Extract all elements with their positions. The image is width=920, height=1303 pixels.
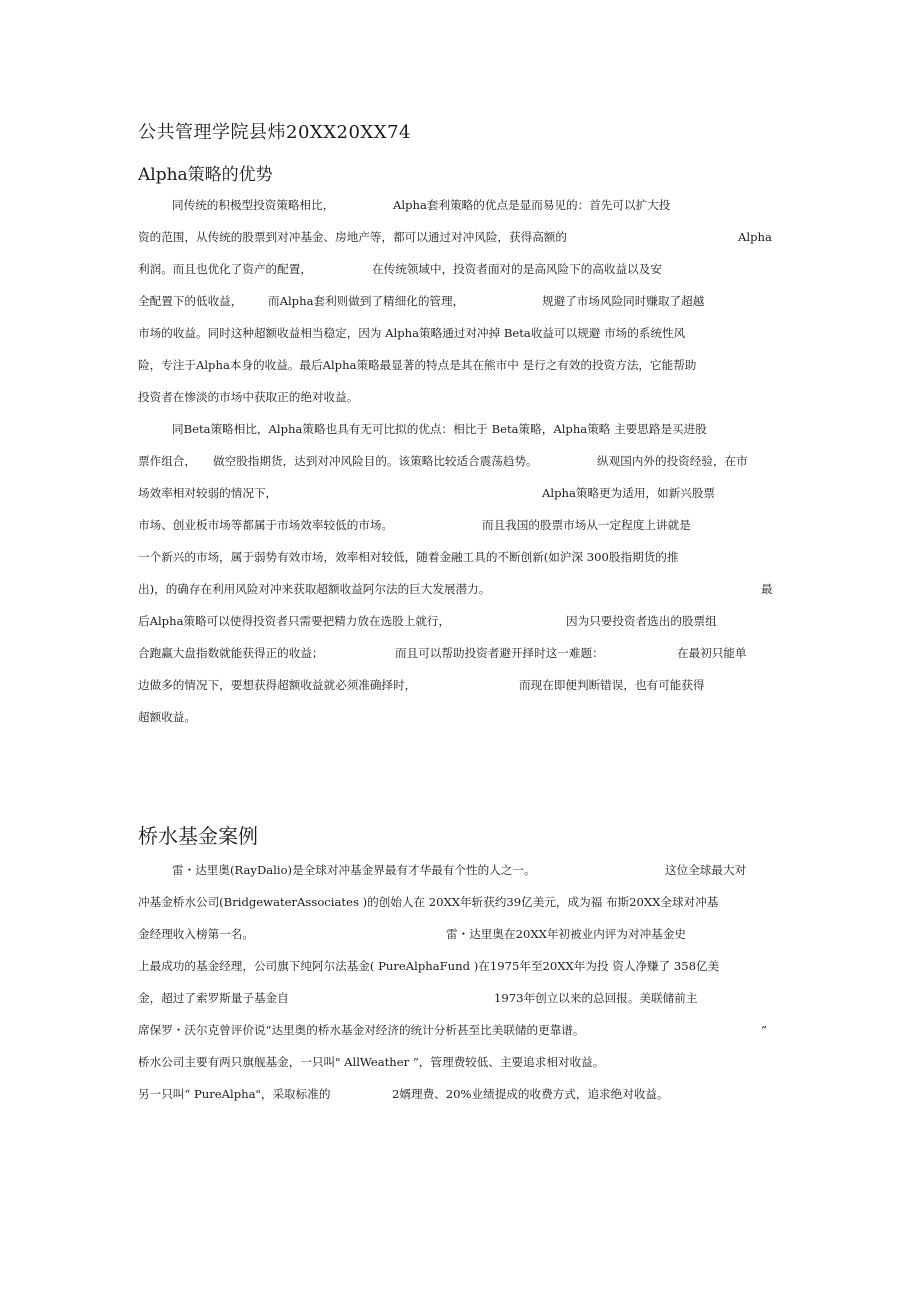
alpha-paragraph-line-segment: Alpha [738,230,772,244]
document-title: 公共管理学院县炜20XX20XX74 [138,122,411,143]
bridgewater-paragraph-line-segment: 2婿理费、20%业绩提成的收费方式，追求绝对收益。 [392,1087,669,1101]
bridgewater-paragraph-line-segment: 金，超过了索罗斯量子基金自 [138,991,289,1005]
bridgewater-paragraph-line-segment: 金经理收入榜第一名。 [138,927,254,941]
bridgewater-paragraph-line: 上最成功的基金经理，公司旗下纯阿尔法基金( PureAlphaFund )在1975年至20XX年为投 资人净赚了 358亿美 [138,959,720,973]
alpha-paragraph-line: 超额收益。 [138,710,196,724]
alpha-paragraph-line-segment: 在传统领域中，投资者面对的是高风险下的高收益以及安 [372,262,662,276]
alpha-paragraph-line-segment: 资的范围，从传统的股票到对冲基金、房地产等，都可以通过对冲风险，获得高额的 [138,230,567,244]
alpha-paragraph-line-segment: 场效率相对较弱的情况下， [138,486,278,500]
alpha-paragraph-line: 市场的收益。同时这种超额收益相当稳定，因为 Alpha策略通过对冲掉 Beta收益可以规避 市场的系统性风 [138,326,686,340]
bridgewater-paragraph-line-segment: 1973年创立以来的总回报。美联储前主 [494,991,698,1005]
alpha-paragraph-line-segment: 在最初只能单 [677,646,747,660]
alpha-paragraph-line-segment: 出)，的确存在利用风险对冲来获取超额收益阿尔法的巨大发展潜力。 [138,582,491,596]
alpha-paragraph-line-segment: 市场、创业板市场等都属于市场效率较低的市场。 [138,518,394,532]
alpha-paragraph-line-segment: 票作组合， [138,454,196,468]
alpha-paragraph-line-segment: 后Alpha策略可以使得投资者只需要把精力放在选股上就行， [138,614,451,628]
alpha-paragraph-line-segment: 而且我国的股票市场从一定程度上讲就是 [482,518,691,532]
alpha-paragraph-line-segment: Alpha套利策略的优点是显而易见的：首先可以扩大投 [393,198,671,212]
alpha-paragraph-line-segment: 全配置下的低收益， [138,294,243,308]
alpha-paragraph-line-segment: 最 [761,582,773,596]
alpha-paragraph-line-segment: 而Alpha套利则做到了精细化的管理， [268,294,465,308]
alpha-paragraph-line-segment: 同传统的积极型投资策略相比， [172,198,335,212]
section-heading-bridgewater: 桥水基金案例 [138,824,258,848]
alpha-paragraph-line: 一个新兴的市场，属于弱势有效市场，效率相对较低，随着金融工具的不断创新(如沪深 300股指期货的推 [138,550,679,564]
alpha-paragraph-line: 同Beta策略相比，Alpha策略也具有无可比拟的优点：相比于 Beta策略，Alpha策略 主要思路是买进股 [172,422,707,436]
alpha-paragraph-line-segment: 而且可以帮助投资者避开择时这一难题： [395,646,604,660]
bridgewater-paragraph-line-segment: 雷・达里奥在20XX年初被业内评为对冲基金史 [446,927,686,941]
bridgewater-paragraph-line-segment: ” [761,1023,767,1037]
alpha-paragraph-line-segment: 因为只要投资者选出的股票组 [566,614,717,628]
bridgewater-paragraph-line-segment: 另一只叫“ PureAlpha"，采取标准的 [138,1087,331,1101]
alpha-paragraph-line-segment: 边做多的情况下，要想获得超额收益就必须准确择时， [138,678,417,692]
bridgewater-paragraph-line-segment: 这位全球最大对 [665,863,747,877]
alpha-paragraph-line: 投资者在惨淡的市场中获取正的绝对收益。 [138,390,359,404]
alpha-paragraph-line: 险，专注于Alpha本身的收益。最后Alpha策略最显著的特点是其在熊市中 是行之有效的投资方法，它能帮助 [138,358,697,372]
alpha-paragraph-line-segment: 规避了市场风险同时赚取了超越 [542,294,705,308]
alpha-paragraph-line-segment: 纵观国内外的投资经验，在市 [597,454,748,468]
bridgewater-paragraph-line: 桥水公司主要有两只旗舰基金，一只叫" AllWeather ”，管理费较低、主要追求相对收益。 [138,1055,605,1069]
alpha-paragraph-line-segment: 利润。而且也优化了资产的配置， [138,262,312,276]
alpha-paragraph-line-segment: 做空股指期货，达到对冲风险目的。该策略比较适合震荡趋势。 [213,454,538,468]
bridgewater-paragraph-line-segment: 雷・达里奥(RayDalio)是全球对冲基金界最有才华最有个性的人之一。 [172,863,536,877]
alpha-paragraph-line-segment: 而现在即便判断错误，也有可能获得 [519,678,705,692]
alpha-paragraph-line-segment: 合跑赢大盘指数就能获得正的收益； [138,646,324,660]
section-heading-alpha: Alpha策略的优势 [138,165,273,185]
bridgewater-paragraph-line-segment: 席保罗・沃尔克曾评价说“达里奥的桥水基金对经济的统计分析甚至比美联储的更靠谱。 [138,1023,585,1037]
alpha-paragraph-line-segment: Alpha策略更为适用，如新兴股票 [542,486,716,500]
bridgewater-paragraph-line: 冲基金桥水公司(BridgewaterAssociates )的创始人在 20XX年斩获约39亿美元，成为福 布斯20XX全球对冲基 [138,895,719,909]
